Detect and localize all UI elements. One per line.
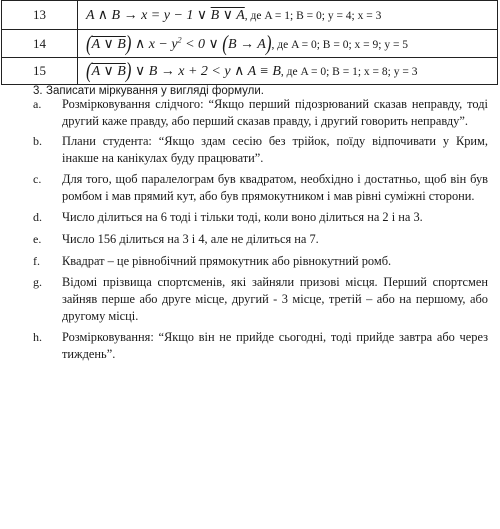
formula: (A ∨ B) ∨ B → x + 2 < y ∧ A ≡ B <box>86 58 281 83</box>
item-text: Для того, щоб паралелограм був квадратом, необхідно і достатньо, щоб він був ромбом і мав прямий кут, або був прямокутником і мав рівні суміжні сторони. <box>62 172 488 203</box>
item-text: Плани студента: “Якщо здам сесію без трійок, поїду відпочивати у Крим, інакше на канікулах буду працювати”. <box>62 134 488 165</box>
table-row <box>2 30 498 58</box>
section-number: 3. <box>33 85 43 97</box>
list-item <box>33 96 488 130</box>
reasoning-list <box>33 96 488 363</box>
list-item <box>33 329 488 363</box>
task-table <box>1 0 498 85</box>
item-label: f. <box>33 254 40 268</box>
item-label: g. <box>33 275 42 289</box>
formula-cell <box>78 30 498 58</box>
item-label: h. <box>33 330 42 344</box>
item-label: c. <box>33 172 42 186</box>
item-label: d. <box>33 210 42 224</box>
table-row <box>2 58 498 85</box>
formula-cell <box>78 1 498 30</box>
item-text: Число 156 ділиться на 3 і 4, але не ділиться на 7. <box>62 232 319 246</box>
formula-cell <box>78 58 498 85</box>
list-item <box>33 133 488 167</box>
row-number: 14 <box>2 30 78 58</box>
row-number: 13 <box>2 1 78 30</box>
item-text: Розмірковування слідчого: “Якщо перший підозрюваний сказав неправду, тоді другий каже правду, або перший сказав правду, і другий говорить неправду”. <box>62 97 488 128</box>
item-text: Квадрат – це рівнобічний прямокутник або рівнокутний ромб. <box>62 254 392 268</box>
formula: A ∧ B → x = y − 1 ∨ B ∨ A <box>86 7 245 23</box>
list-item <box>33 171 488 205</box>
row-number: 15 <box>2 58 78 85</box>
item-text: Число ділиться на 6 тоді і тільки тоді, коли воно ділиться на 2 і на 3. <box>62 210 423 224</box>
condition: , де A = 0; B = 1; x = 8; y = 3 <box>280 66 418 78</box>
condition: , де A = 0; B = 0; x = 9; y = 5 <box>271 38 409 51</box>
formula: (A ∨ B) ∧ $x - y^2 < 0$ ∨ (B → A) <box>86 30 272 56</box>
item-label: b. <box>33 134 42 148</box>
list-item <box>33 274 488 325</box>
item-text: Розмірковування: “Якщо він не прийде сьогодні, тоді прийде завтра або через тиждень”. <box>62 330 488 361</box>
item-text: Відомі прізвища спортсменів, які зайняли призові місця. Перший спортсмен зайняв перше або друге місце, другий - 3 місце, третій – або на першому, або другому місці. <box>62 275 488 323</box>
list-item <box>33 253 488 270</box>
item-label: a. <box>33 97 42 111</box>
list-item <box>33 231 488 248</box>
condition: , де A = 1; B = 0; y = 4; x = 3 <box>244 9 382 22</box>
table-row <box>2 1 498 30</box>
item-label: e. <box>33 232 42 246</box>
list-item <box>33 209 488 226</box>
section-title: Записати міркування у вигляді формули. <box>46 85 264 97</box>
